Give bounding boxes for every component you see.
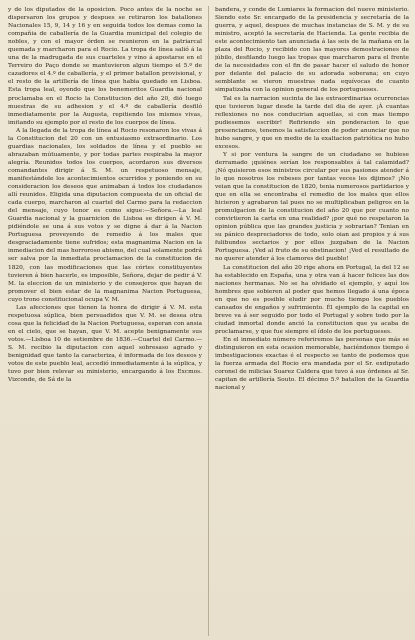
paragraph: y de los diputados de la oposicion. Poco antes de la noche se dispersaron los grupos y despues se retiraron los batallones Nacionales 15, 9, 14 y 16 y en seguida todos los demas como la compañia de caballería de la Guardia municipal del colegio de nobles, y con el mayor órden se reunieron en la patriarcal quemada y marcharon para el Rocio. La tropa de línea salió á la una de la madrugada de sus cuarteles y vino á apostarse en el Terreiro do Paço donde se mantuvieron algun tiempo el 5.º de cazadores el 4.º de caballería, y el primer batallon provisional, y el resto de la artillería de línea que habia quedado en Lisboa. Esta tropa leal, oyendo que los benemeritos Guardia nacional proclamaba en el Rocio la Constitucion del año 20, dió luego muestras de su adhesion y el 4.º de caballería desfiló inmediatamente por la Augusta, repitiendo los mismos vivas, imitando su ejemplo por el resto de los cuerpos de línea. bbox=[8, 7, 202, 126]
paragraph: Tal es la narracion sucinta de las extraordinarias ocurrencias que tuvieron lugar desde la tarde del dia de ayer. ¡Á cuantas reflexiones no nos conducirian aquellas, si con mas tiempo pudiesemos escribir! Refiriendo sin ponderacion lo que presenciamos, tenemos la satisfaccion de poder anunciar que no hubo sangre, y que en medio de la exaltacion patriótica no hubo excesos. bbox=[215, 95, 409, 150]
left-column bbox=[8, 6, 202, 636]
text-columns bbox=[8, 6, 409, 636]
paragraph: En el inmediato número referiremos las personas que más se distinguieron en esta ocasion memorable, haciéndonos tiempo é imbestigaciones exactas é el respecto se tanto de podemos que la fuerza armada del Rocio era mandada por el Sr. exdiputado coronel de milicias Suarez Caldera que tuvo á sus órdenes al Sr. capitan de artillería Souto. El décimo 5.º batallon de la Guardia nacional y bbox=[215, 336, 409, 392]
paragraph: Y si por ventura la sangre de un ciudadano se hubiese derramado ¡quiénes serían los responsables á tal calamidad? ¡Nó quisieron esos ministros circular por sus pasiones atender á lo que nosotros los rebeses por tantas veces les dijimos? ¡No veian que la constitucion de 1820, tenia numerosos partidarios y que en ella se encontraba el remedio de los males que ellos hicieron y agrabaron tal pues no se multiplicaban peligros en la promulgacion de la constitucion del año 20 que por cuanto no convirtieron la carta en una realidad? ¡por qué no respetaron la opinion pública que las grandes justicia y sobrarian? Tenian en su pánico despreciadores de todo, solo oian asi propios y á sus fulibundos sectarios y por ellos juzgaban de la Nacion Portuguesa. ¡Ved al fruto de su obstinacion! ¡Ved el resultado de no querer atender á los clamores del pueblo! bbox=[215, 151, 409, 263]
paragraph: Las afecciones que tienen la honra de dirigir á V. M. esta respetuosa súplica, bien persuadidos que V. M. se desea otra cosa que la felicidad de la Nacion Portuguesa, esperan con ansia en el cielo, que se hayan, que V. M. acepte benignamente sus votos.—Lisboa 10 de setiembre de 1836.—Cuartel del Carmo.—S. M. recibio la diputacion con aquel sobresaso agrado y benignidad que tanto la caracteriza, é informada de los deseos y votos de este pueblo leal, accedió inmediatamente á la súplica, y tuvo por bien relevar su ministerio, encargando á los Excmos. Vizconde, de Sá de la bbox=[8, 304, 202, 384]
paragraph: La constitucion del año 20 rige ahora en Portugal, la del 12 se ha establecido en España, una y otra van á hacer felices las dos naciones hermanas. No se ha olvidado el ejemplo, y aquí los hombres que sobieren al poder que hemos llegado á una época en que no es posible eludir por mucho tiempo los pueblos cansados de engaños y sufrimiento. Él ejemplo de la capital en breve va á ser seguido por todo el Portugal y sobre todo por la ciudad inmortal donde anció la constitucion que ya acaba de proclamarse, y que fue siempre el ídolo de los portugueses. bbox=[215, 264, 409, 335]
column-divider bbox=[208, 6, 209, 636]
right-column bbox=[215, 6, 409, 636]
paragraph: A la llegada de la tropa de línea al Rocio resonaron los vivas á la Constitucion del 20 con un entusiasmo extraordinario. Los guardias nacionales, los soldados de línea y el pueblo se abrazaban mútuamente, y por todas partes respiraba la mayor alegría. Reunidos todos los cuerpos, acordaron sus diversos comandantes dirigir á S. M. un respetuoso mensaje, manifestándole los acontecimientos ocurridos y poniendo en su consideracion los deseos que animaban á todos los ciudadanos allí reunidos. Eligida una diputacion compuesta de un oficial de cada cuerpo, marcharon al cuartel del Carmo para la redaccion del mensaje, cuyo tenor es como sigue:—Señora.—La leal Guardia nacional y la guarnicion de Lisboa se dirigen á V. M. pidiéndole se una á sus votos y se digne á dar á la Nacion Portuguesa proveyendo de remedio á los males que desgraciadamente tiene sufridos; esta magnanima Nacion en la inmediacion del mas horroroso abismo, del cual solamente podrá ser salva por la inmediata proclamacion de la constitucion de 1820, con las modificaciones que las córtes constituyentes tuvieren á bien hacerle, es imposible, Señora, dejar de pedir á V. M. la eleccion de un ministerio y de consejeros que hayan de promover el bien estar de la magnanima Nacion Portuguesa, cuyo trono constitucional ocupa V. M. bbox=[8, 127, 202, 303]
paragraph: bandera, y conde de Lumiares la formacion del nuevo ministerio. Siendo este Sr. encargado de la presidencia y secretaría de la guerra, y aquel, despues de muchas instancias de S. M. y de su ministro, aceptó la secretaría de Hacienda. La gente recibia de este acontecimiento tan anunciada á las seis de la mañana en la plaza del Rocio, y recibido con las mayores demostraciones de júbilo, desfilando luego las tropas que marcharon para el frente de la necesidades con el fin de pasar hacer el saludo de honor por delante del palacio de su adorada soberana; en cuyo semblante se vieron muestras nada equívocas de cuanto simpatizaba con la opinion general de los portugueses. bbox=[215, 7, 409, 94]
